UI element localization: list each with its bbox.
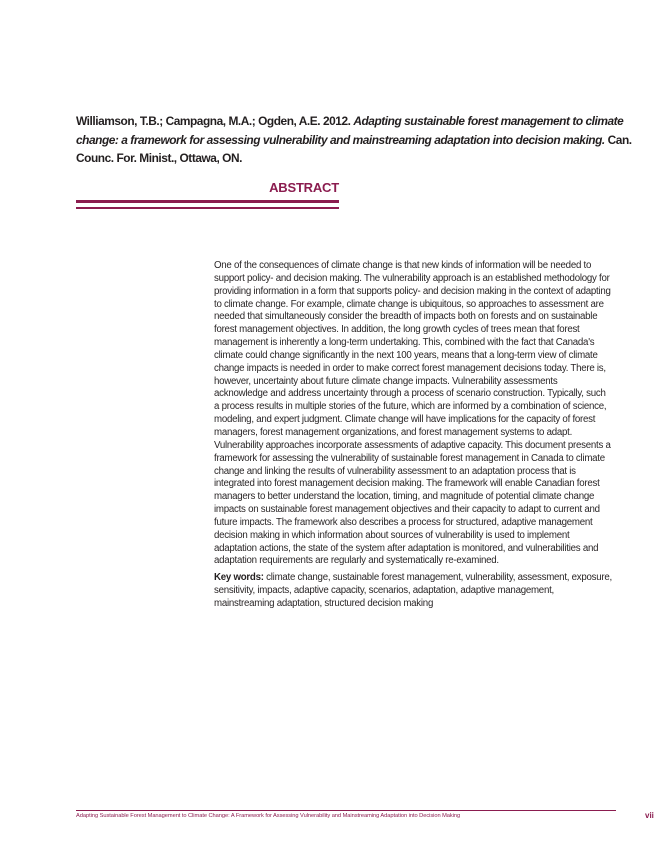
abstract-heading: ABSTRACT xyxy=(269,180,339,195)
citation-title: Adapting sustainable forest management to climate change: a framework for assessing vulnerability and mainstreaming adaptation into decision making. xyxy=(76,114,624,147)
abstract-body-block xyxy=(214,260,612,611)
keywords-list: climate change, sustainable forest management, vulnerability, assessment, exposure, sensitivity, impacts, adaptive capacity, scenarios, adaptation, adaptive management, mainstreaming adaptation, structured decision making xyxy=(214,572,612,609)
footer-rule xyxy=(76,810,616,811)
abstract-paragraph: One of the consequences of climate change is that new kinds of information will be needed to support policy- and decision making. The vulnerability approach is an established methodology for providing information in a form that supports policy- and decision making in the context of adapting to climate change. For example, climate change is ubiquitous, so approaches to assessment are needed that simultaneously consider the breadth of impacts both on forests and on sustainable forest management objectives. In addition, the long growth cycles of trees mean that forest management is inherently a long-term undertaking. This, combined with the fact that Canada's climate could change significantly in the next 100 years, means that a long-term view of climate change impacts is needed in order to make correct forest management decisions today. There is, however, uncertainty about future climate change impacts. Vulnerability assessments acknowledge and address uncertainty through a process of scenario construction. Typically, such a process results in multiple stories of the future, which are informed by a combination of science, modeling, and expert judgment. Climate change will have implications for the capacity of forest managers, forest management organizations, and forest management systems to adapt. Vulnerability approaches incorporate assessments of adaptive capacity. This document presents a framework for assessing the vulnerability of sustainable forest management in Canada to climate change and linking the results of vulnerability assessment to an adaptation process that is integrated into forest management decision making. The framework will enable Canadian forest managers to better understand the location, timing, and magnitude of potential climate change impacts on sustainable forest management objectives and their capacity to adapt to current and future impacts. The framework also describes a process for structured, adaptive management decision making in which information about sources of vulnerability is used to implement adaptation actions, the state of the system after adaptation is monitored, and vulnerabilities and adaptation requirements are regularly and systematically re-examined. xyxy=(214,260,611,567)
page-number: vii xyxy=(645,811,654,820)
citation-authors-year: Williamson, T.B.; Campagna, M.A.; Ogden, A.E. 2012. xyxy=(76,114,351,128)
keywords-label: Key words: xyxy=(214,572,264,584)
footer-running-title: Adapting Sustainable Forest Management to Climate Change: A Framework for Assessing Vulnerability and Mainstreaming Adaptation into Decision Making xyxy=(76,813,461,819)
heading-rule-thin xyxy=(76,207,339,209)
citation xyxy=(76,112,636,168)
citation-publisher: Can. Counc. For. Minist., Ottawa, ON. xyxy=(76,132,632,165)
heading-rule-thick xyxy=(76,200,339,203)
keywords xyxy=(214,572,612,611)
